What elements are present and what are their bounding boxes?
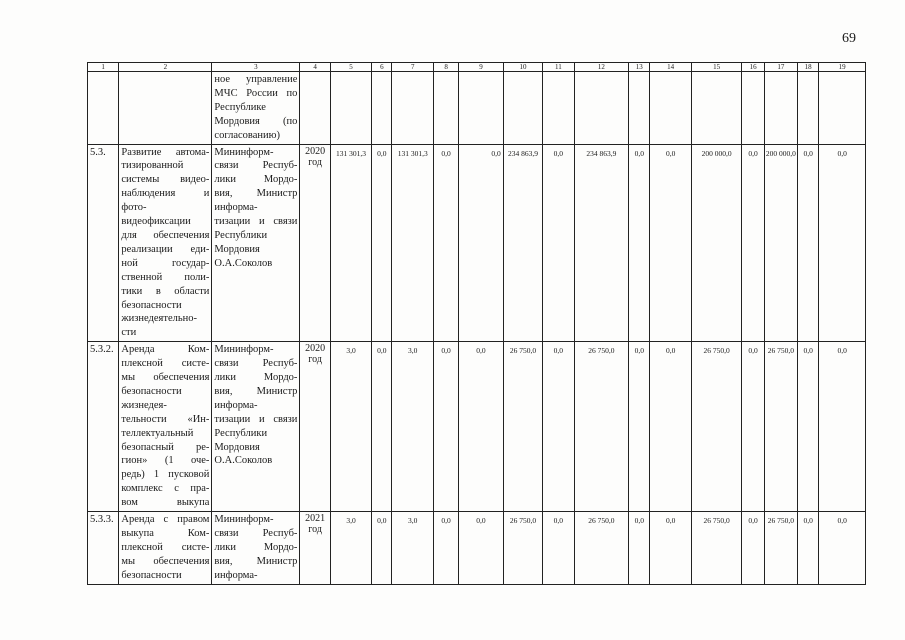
value-cell: 0,0 xyxy=(372,512,392,585)
value-cell: 0,0 xyxy=(742,144,764,342)
col-header: 3 xyxy=(212,63,300,72)
executor-cell: Мининформ- связи Респуб- лики Мордо- вия, Министр информа- xyxy=(212,512,300,585)
value-cell: 26 750,0 xyxy=(764,512,797,585)
col-header: 9 xyxy=(459,63,504,72)
value-cell: 0,0 xyxy=(650,342,691,512)
empty-cell xyxy=(459,72,504,145)
empty-cell xyxy=(574,72,629,145)
value-cell: 0,0 xyxy=(459,512,504,585)
value-cell: 26 750,0 xyxy=(691,342,742,512)
value-cell: 131 301,3 xyxy=(330,144,371,342)
table-row xyxy=(88,342,866,512)
value-cell: 26 750,0 xyxy=(764,342,797,512)
value-cell: 0,0 xyxy=(543,144,574,342)
value-cell: 26 750,0 xyxy=(503,512,542,585)
col-header: 1 xyxy=(88,63,119,72)
empty-cell xyxy=(88,72,119,145)
year-cell: 2020 год xyxy=(300,144,330,342)
value-cell: 3,0 xyxy=(330,342,371,512)
empty-cell xyxy=(629,72,650,145)
table-row xyxy=(88,512,866,585)
value-cell: 0,0 xyxy=(543,342,574,512)
empty-cell xyxy=(433,72,458,145)
value-cell: 0,0 xyxy=(459,144,504,342)
value-cell: 0,0 xyxy=(629,512,650,585)
row-number: 5.3.2. xyxy=(88,342,119,512)
value-cell: 0,0 xyxy=(650,512,691,585)
value-cell: 0,0 xyxy=(819,512,866,585)
value-cell: 0,0 xyxy=(629,342,650,512)
program-table xyxy=(87,62,866,585)
row-number: 5.3. xyxy=(88,144,119,342)
col-header: 2 xyxy=(119,63,212,72)
value-cell: 0,0 xyxy=(459,342,504,512)
col-header: 14 xyxy=(650,63,691,72)
value-cell: 0,0 xyxy=(742,512,764,585)
value-cell: 0,0 xyxy=(433,144,458,342)
measure-name: Аренда Ком- плексной систе- мы обеспечения безопасности жизнедея- тельности «Ин- теллектуальный безопасный ре- гион» (1 оче- редь) 1 пусковой комплекс с пра- вом выкупа xyxy=(119,342,212,512)
empty-cell xyxy=(300,72,330,145)
col-header: 6 xyxy=(372,63,392,72)
empty-cell xyxy=(543,72,574,145)
value-cell: 234 863,9 xyxy=(503,144,542,342)
value-cell: 26 750,0 xyxy=(503,342,542,512)
value-cell: 26 750,0 xyxy=(574,512,629,585)
col-header: 7 xyxy=(392,63,433,72)
value-cell: 0,0 xyxy=(372,342,392,512)
col-header: 15 xyxy=(691,63,742,72)
empty-cell xyxy=(764,72,797,145)
executor-cell: Мининформ- связи Респуб- лики Мордо- вия, Министр информа- тизации и связи Республики Мордовия О.А.Соколов xyxy=(212,144,300,342)
empty-cell xyxy=(650,72,691,145)
col-header: 16 xyxy=(742,63,764,72)
col-header: 11 xyxy=(543,63,574,72)
value-cell: 0,0 xyxy=(650,144,691,342)
row-number: 5.3.3. xyxy=(88,512,119,585)
col-header: 8 xyxy=(433,63,458,72)
value-cell: 0,0 xyxy=(433,512,458,585)
empty-cell xyxy=(742,72,764,145)
col-header: 4 xyxy=(300,63,330,72)
value-cell: 0,0 xyxy=(819,144,866,342)
col-header: 12 xyxy=(574,63,629,72)
page-number: 69 xyxy=(842,31,856,46)
empty-cell xyxy=(119,72,212,145)
empty-cell xyxy=(503,72,542,145)
measure-name: Развитие автома- тизированной системы видео- наблюдения и фото- видеофиксации для обеспечения реализации еди- ной государ- ственной поли- тики в области безопасности жизнедеятельно- сти xyxy=(119,144,212,342)
value-cell: 234 863,9 xyxy=(574,144,629,342)
col-header: 13 xyxy=(629,63,650,72)
col-header: 18 xyxy=(798,63,819,72)
value-cell: 131 301,3 xyxy=(392,144,433,342)
value-cell: 26 750,0 xyxy=(691,512,742,585)
column-number-row xyxy=(88,63,866,72)
value-cell: 200 000,0 xyxy=(691,144,742,342)
value-cell: 3,0 xyxy=(330,512,371,585)
col-header: 17 xyxy=(764,63,797,72)
value-cell: 0,0 xyxy=(543,512,574,585)
measure-name: Аренда с правом выкупа Ком- плексной систе- мы обеспечения безопасности xyxy=(119,512,212,585)
year-cell: 2020 год xyxy=(300,342,330,512)
continuation-row xyxy=(88,72,866,145)
value-cell: 0,0 xyxy=(629,144,650,342)
empty-cell xyxy=(330,72,371,145)
value-cell: 3,0 xyxy=(392,342,433,512)
value-cell: 0,0 xyxy=(372,144,392,342)
year-cell: 2021 год xyxy=(300,512,330,585)
value-cell: 0,0 xyxy=(798,342,819,512)
col-header: 10 xyxy=(503,63,542,72)
empty-cell xyxy=(691,72,742,145)
value-cell: 0,0 xyxy=(819,342,866,512)
value-cell: 0,0 xyxy=(798,144,819,342)
empty-cell xyxy=(798,72,819,145)
value-cell: 0,0 xyxy=(798,512,819,585)
executor-cell: ное управление МЧС России по Республике Мордовия (по согласованию) xyxy=(212,72,300,145)
value-cell: 0,0 xyxy=(742,342,764,512)
value-cell: 0,0 xyxy=(433,342,458,512)
value-cell: 200 000,0 xyxy=(764,144,797,342)
value-cell: 3,0 xyxy=(392,512,433,585)
executor-cell: Мининформ- связи Респуб- лики Мордо- вия, Министр информа- тизации и связи Республики Мордовия О.А.Соколов xyxy=(212,342,300,512)
value-cell: 26 750,0 xyxy=(574,342,629,512)
col-header: 5 xyxy=(330,63,371,72)
empty-cell xyxy=(392,72,433,145)
col-header: 19 xyxy=(819,63,866,72)
table-row xyxy=(88,144,866,342)
empty-cell xyxy=(372,72,392,145)
empty-cell xyxy=(819,72,866,145)
